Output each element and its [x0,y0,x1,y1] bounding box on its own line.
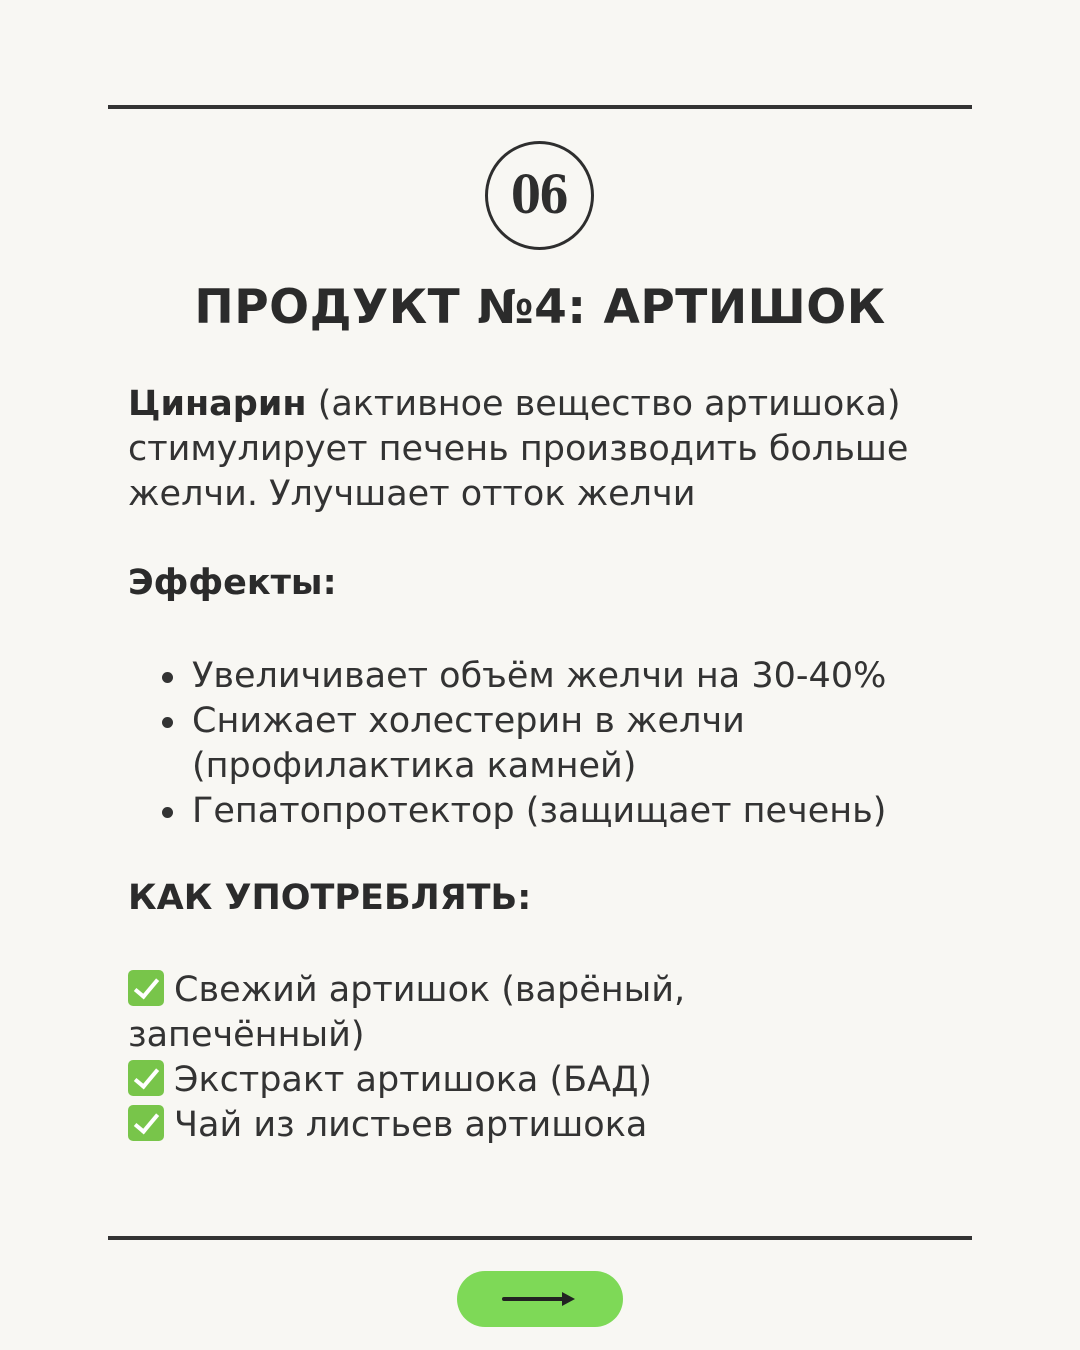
effect-text: Гепатопротектор (защищает печень) [192,791,887,831]
usage-text: Чай из листьев артишока [174,1105,648,1145]
list-item [128,1103,828,1148]
list-item [150,789,950,834]
checkmark-icon [128,970,164,1006]
top-divider [108,105,972,109]
intro-text: (активное вещество артишока) стимулирует печень производить больше желчи. Улучшает отток желчи [128,384,909,514]
effect-text: Увеличивает объём желчи на 30-40% [192,656,887,696]
usage-text: Свежий артишок (варёный, запечённый) [128,970,686,1055]
list-item [128,1058,828,1103]
usage-heading: КАК УПОТРЕБЛЯТЬ: [128,878,532,918]
bullet-icon [162,717,173,728]
effects-heading: Эффекты: [128,563,337,603]
step-number: 06 [511,164,568,226]
step-number-badge [485,141,594,250]
bullet-icon [162,672,173,683]
usage-text: Экстракт артишока (БАД) [174,1060,653,1100]
intro-paragraph [128,382,988,517]
next-button[interactable] [457,1271,623,1327]
list-item [150,654,950,699]
checkmark-icon [128,1105,164,1141]
checkmark-icon [128,1060,164,1096]
page-title: ПРОДУКТ №4: АРТИШОК [194,280,886,335]
bullet-icon [162,807,173,818]
usage-list [128,968,828,1148]
intro-bold-term: Цинарин [128,384,307,424]
effect-text: Снижает холестерин в желчи (профилактика камней) [192,701,745,786]
list-item [128,968,828,1058]
effects-list [150,654,950,834]
list-item [150,699,950,789]
bottom-divider [108,1236,972,1240]
arrow-right-icon [500,1289,580,1309]
